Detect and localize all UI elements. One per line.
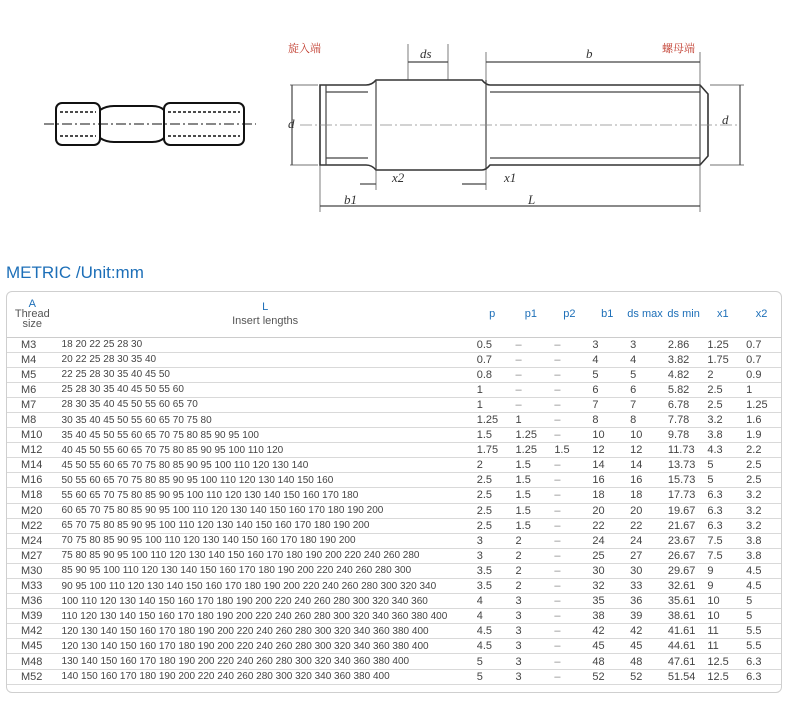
cell-x2: 3.8 (742, 533, 781, 548)
cell-b1: 10 (588, 428, 626, 443)
cell-x2: 3.2 (742, 518, 781, 533)
table-row (7, 624, 781, 639)
cell-p: 3 (473, 548, 512, 563)
cell-p2: 1.5 (550, 443, 588, 458)
cell-a: M36 (7, 594, 58, 609)
cell-a: M30 (7, 563, 58, 578)
table-row (7, 503, 781, 518)
cell-p: 2.5 (473, 473, 512, 488)
header-insert-lengths (58, 292, 473, 337)
cell-dsmax: 12 (626, 443, 664, 458)
cell-x2: 0.7 (742, 337, 781, 352)
cell-p2: – (550, 654, 588, 669)
cell-l: 90 95 100 110 120 130 140 150 160 170 180 190 200 220 240 260 280 300 320 340 (58, 579, 473, 594)
table-row (7, 352, 781, 367)
cell-x2: 4.5 (742, 579, 781, 594)
cell-p2: – (550, 473, 588, 488)
header-p: p (473, 292, 512, 337)
cell-x2: 2.2 (742, 443, 781, 458)
cell-p1: 3 (512, 624, 551, 639)
spec-table-body (7, 337, 781, 684)
cell-p: 4.5 (473, 639, 512, 654)
cell-dsmin: 35.61 (664, 594, 703, 609)
header-p1: p1 (512, 292, 551, 337)
b1-dimension-label: b1 (344, 192, 357, 207)
table-row (7, 533, 781, 548)
cell-dsmax: 24 (626, 533, 664, 548)
table-row (7, 639, 781, 654)
cell-l: 120 130 140 150 160 170 180 190 200 220 240 260 280 300 320 340 360 380 400 (58, 624, 473, 639)
cell-x1: 12.5 (703, 669, 742, 684)
cell-p1: 2 (512, 533, 551, 548)
cell-x1: 3.8 (703, 428, 742, 443)
header-ds-max: ds max (626, 292, 664, 337)
cell-p1: 1.5 (512, 503, 551, 518)
cell-p2: – (550, 367, 588, 382)
cell-dsmin: 29.67 (664, 563, 703, 578)
cell-p: 1.75 (473, 443, 512, 458)
cell-p2: – (550, 594, 588, 609)
spec-table (7, 292, 781, 685)
cell-l: 40 45 50 55 60 65 70 75 80 85 90 95 100 110 120 (58, 443, 473, 458)
header-insert-lengths-label: Insert lengths (232, 315, 299, 328)
table-row (7, 488, 781, 503)
cell-dsmin: 15.73 (664, 473, 703, 488)
cell-b1: 30 (588, 563, 626, 578)
cell-x1: 11 (703, 624, 742, 639)
cell-x2: 2.5 (742, 458, 781, 473)
cell-dsmin: 2.86 (664, 337, 703, 352)
cell-x1: 2.5 (703, 397, 742, 412)
cell-l: 140 150 160 170 180 190 200 220 240 260 280 300 320 340 360 380 400 (58, 669, 473, 684)
table-row (7, 382, 781, 397)
cell-p1: 3 (512, 594, 551, 609)
cell-p2: – (550, 352, 588, 367)
cell-p1: 3 (512, 654, 551, 669)
cell-b1: 24 (588, 533, 626, 548)
cell-l: 110 120 130 140 150 160 170 180 190 200 220 240 260 280 300 320 340 360 380 400 (58, 609, 473, 624)
cell-dsmax: 6 (626, 382, 664, 397)
cell-a: M5 (7, 367, 58, 382)
cell-p: 1.5 (473, 428, 512, 443)
cell-dsmax: 14 (626, 458, 664, 473)
cell-x1: 7.5 (703, 533, 742, 548)
cell-x1: 2.5 (703, 382, 742, 397)
table-row (7, 579, 781, 594)
insert-end-label: 旋入端 (288, 42, 321, 55)
cell-a: M18 (7, 488, 58, 503)
cell-dsmax: 22 (626, 518, 664, 533)
cell-l: 18 20 22 25 28 30 (58, 337, 473, 352)
cell-b1: 35 (588, 594, 626, 609)
cell-p: 5 (473, 654, 512, 669)
cell-l: 75 80 85 90 95 100 110 120 130 140 150 160 170 180 190 200 220 240 260 280 (58, 548, 473, 563)
cell-b1: 20 (588, 503, 626, 518)
table-header-row (7, 292, 781, 337)
table-row (7, 428, 781, 443)
cell-p: 0.7 (473, 352, 512, 367)
cell-b1: 48 (588, 654, 626, 669)
cell-p: 3.5 (473, 579, 512, 594)
cell-x2: 0.7 (742, 352, 781, 367)
cell-dsmin: 6.78 (664, 397, 703, 412)
cell-p: 4.5 (473, 624, 512, 639)
cell-p2: – (550, 337, 588, 352)
cell-p2: – (550, 639, 588, 654)
cell-dsmax: 5 (626, 367, 664, 382)
cell-x1: 12.5 (703, 654, 742, 669)
cell-p2: – (550, 518, 588, 533)
header-size-label: size (22, 318, 43, 331)
cell-b1: 25 (588, 548, 626, 563)
cell-dsmax: 16 (626, 473, 664, 488)
cell-a: M42 (7, 624, 58, 639)
cell-p1: – (512, 397, 551, 412)
cell-p: 1.25 (473, 412, 512, 427)
cell-dsmin: 21.67 (664, 518, 703, 533)
cell-b1: 18 (588, 488, 626, 503)
cell-p1: 3 (512, 609, 551, 624)
cell-p: 4 (473, 609, 512, 624)
cell-p: 5 (473, 669, 512, 684)
cell-a: M24 (7, 533, 58, 548)
cell-a: M7 (7, 397, 58, 412)
cell-l: 30 35 40 45 50 55 60 65 70 75 80 (58, 412, 473, 427)
cell-l: 22 25 28 30 35 40 45 50 (58, 367, 473, 382)
cell-p1: 2 (512, 563, 551, 578)
header-l-label: L (262, 301, 269, 314)
cell-x2: 5 (742, 594, 781, 609)
header-thread-size (7, 292, 58, 337)
cell-x1: 6.3 (703, 518, 742, 533)
cell-p: 2.5 (473, 518, 512, 533)
cell-p1: 3 (512, 669, 551, 684)
cell-p2: – (550, 428, 588, 443)
table-row (7, 609, 781, 624)
cell-x2: 4.5 (742, 563, 781, 578)
cell-a: M33 (7, 579, 58, 594)
cell-dsmax: 3 (626, 337, 664, 352)
cell-x2: 2.5 (742, 473, 781, 488)
cell-a: M27 (7, 548, 58, 563)
cell-dsmax: 30 (626, 563, 664, 578)
table-row (7, 337, 781, 352)
cell-x1: 1.75 (703, 352, 742, 367)
cell-b1: 7 (588, 397, 626, 412)
table-row (7, 397, 781, 412)
cell-dsmin: 23.67 (664, 533, 703, 548)
cell-x2: 1.25 (742, 397, 781, 412)
cell-b1: 52 (588, 669, 626, 684)
cell-p2: – (550, 458, 588, 473)
cell-a: M4 (7, 352, 58, 367)
cell-p1: – (512, 337, 551, 352)
table-row (7, 563, 781, 578)
cell-x1: 2 (703, 367, 742, 382)
cell-dsmin: 44.61 (664, 639, 703, 654)
cell-dsmax: 52 (626, 669, 664, 684)
d-dimension-label-left: d (288, 116, 295, 131)
cell-dsmax: 10 (626, 428, 664, 443)
cell-a: M20 (7, 503, 58, 518)
cell-dsmin: 47.61 (664, 654, 703, 669)
stud-technical-drawing (290, 44, 744, 212)
ds-dimension-label: ds (420, 46, 432, 61)
cell-a: M48 (7, 654, 58, 669)
cell-p: 2.5 (473, 488, 512, 503)
cell-x2: 3.2 (742, 503, 781, 518)
cell-l: 130 140 150 160 170 180 190 200 220 240 260 280 300 320 340 360 380 400 (58, 654, 473, 669)
cell-p1: 3 (512, 639, 551, 654)
cell-l: 100 110 120 130 140 150 160 170 180 190 200 220 240 260 280 300 320 340 360 (58, 594, 473, 609)
cell-l: 20 22 25 28 30 35 40 (58, 352, 473, 367)
cell-p: 1 (473, 397, 512, 412)
cell-dsmax: 39 (626, 609, 664, 624)
cell-x2: 1.6 (742, 412, 781, 427)
cell-l: 50 55 60 65 70 75 80 85 90 95 100 110 120 130 140 150 160 (58, 473, 473, 488)
cell-p: 2.5 (473, 503, 512, 518)
cell-b1: 32 (588, 579, 626, 594)
table-row (7, 458, 781, 473)
cell-b1: 12 (588, 443, 626, 458)
table-row (7, 594, 781, 609)
cell-x2: 5.5 (742, 624, 781, 639)
L-dimension-label: L (528, 192, 536, 207)
table-row (7, 548, 781, 563)
d-dimension-label-right: d (722, 112, 729, 127)
cell-b1: 16 (588, 473, 626, 488)
cell-b1: 8 (588, 412, 626, 427)
cell-dsmax: 33 (626, 579, 664, 594)
cell-p2: – (550, 624, 588, 639)
cell-p1: – (512, 382, 551, 397)
cell-p2: – (550, 397, 588, 412)
cell-x1: 10 (703, 594, 742, 609)
cell-x2: 1.9 (742, 428, 781, 443)
cell-p2: – (550, 533, 588, 548)
cell-p: 4 (473, 594, 512, 609)
cell-b1: 14 (588, 458, 626, 473)
cell-p1: 1.25 (512, 443, 551, 458)
cell-dsmin: 26.67 (664, 548, 703, 563)
spec-table-container (6, 291, 782, 693)
cell-a: M45 (7, 639, 58, 654)
cell-dsmax: 4 (626, 352, 664, 367)
cell-p2: – (550, 563, 588, 578)
cell-dsmin: 9.78 (664, 428, 703, 443)
cell-x2: 1 (742, 382, 781, 397)
cell-p2: – (550, 548, 588, 563)
cell-p: 0.5 (473, 337, 512, 352)
table-row (7, 654, 781, 669)
cell-dsmax: 27 (626, 548, 664, 563)
cell-b1: 38 (588, 609, 626, 624)
cell-a: M6 (7, 382, 58, 397)
cell-dsmax: 48 (626, 654, 664, 669)
cell-x2: 3.2 (742, 488, 781, 503)
header-b1: b1 (588, 292, 626, 337)
table-row (7, 443, 781, 458)
cell-x1: 5 (703, 473, 742, 488)
cell-p2: – (550, 503, 588, 518)
cell-x1: 4.3 (703, 443, 742, 458)
cell-b1: 4 (588, 352, 626, 367)
cell-l: 85 90 95 100 110 120 130 140 150 160 170 180 190 200 220 240 260 280 300 (58, 563, 473, 578)
header-p2: p2 (550, 292, 588, 337)
cell-p: 0.8 (473, 367, 512, 382)
cell-a: M39 (7, 609, 58, 624)
cell-x1: 7.5 (703, 548, 742, 563)
stud-bolt-drawing (0, 0, 790, 230)
cell-l: 65 70 75 80 85 90 95 100 110 120 130 140 150 160 170 180 190 200 (58, 518, 473, 533)
cell-dsmin: 7.78 (664, 412, 703, 427)
b-dimension-label: b (586, 46, 593, 61)
cell-x1: 9 (703, 563, 742, 578)
cell-dsmin: 3.82 (664, 352, 703, 367)
header-x2: x2 (742, 292, 781, 337)
cell-x1: 6.3 (703, 488, 742, 503)
section-title: METRIC /Unit:mm (6, 263, 144, 282)
stud-side-view (44, 103, 256, 145)
cell-dsmax: 36 (626, 594, 664, 609)
cell-dsmin: 5.82 (664, 382, 703, 397)
cell-x1: 10 (703, 609, 742, 624)
cell-p2: – (550, 488, 588, 503)
nut-end-label: 螺母端 (662, 42, 695, 55)
cell-x1: 11 (703, 639, 742, 654)
cell-dsmin: 17.73 (664, 488, 703, 503)
cell-x1: 6.3 (703, 503, 742, 518)
cell-a: M14 (7, 458, 58, 473)
cell-dsmax: 18 (626, 488, 664, 503)
cell-x2: 5.5 (742, 639, 781, 654)
cell-p2: – (550, 609, 588, 624)
cell-dsmin: 51.54 (664, 669, 703, 684)
cell-x1: 9 (703, 579, 742, 594)
cell-a: M52 (7, 669, 58, 684)
cell-p2: – (550, 579, 588, 594)
cell-l: 70 75 80 85 90 95 100 110 120 130 140 150 160 170 180 190 200 (58, 533, 473, 548)
header-ds-min: ds min (664, 292, 703, 337)
cell-a: M12 (7, 443, 58, 458)
cell-dsmax: 8 (626, 412, 664, 427)
cell-dsmax: 7 (626, 397, 664, 412)
cell-b1: 5 (588, 367, 626, 382)
cell-l: 55 60 65 70 75 80 85 90 95 100 110 120 130 140 150 160 170 180 (58, 488, 473, 503)
header-x1: x1 (703, 292, 742, 337)
cell-l: 25 28 30 35 40 45 50 55 60 (58, 382, 473, 397)
cell-dsmax: 45 (626, 639, 664, 654)
cell-x1: 5 (703, 458, 742, 473)
cell-l: 28 30 35 40 45 50 55 60 65 70 (58, 397, 473, 412)
cell-a: M8 (7, 412, 58, 427)
table-row (7, 473, 781, 488)
header-thread-label: Thread (14, 308, 50, 321)
cell-p1: – (512, 352, 551, 367)
cell-b1: 6 (588, 382, 626, 397)
table-row (7, 412, 781, 427)
table-row (7, 518, 781, 533)
cell-p1: 1.5 (512, 473, 551, 488)
cell-dsmin: 19.67 (664, 503, 703, 518)
cell-a: M3 (7, 337, 58, 352)
cell-p1: 1 (512, 412, 551, 427)
cell-p1: 1.5 (512, 488, 551, 503)
cell-dsmin: 13.73 (664, 458, 703, 473)
cell-b1: 42 (588, 624, 626, 639)
cell-x2: 0.9 (742, 367, 781, 382)
cell-p1: 1.25 (512, 428, 551, 443)
cell-p1: 1.5 (512, 518, 551, 533)
cell-x1: 3.2 (703, 412, 742, 427)
cell-p1: 1.5 (512, 458, 551, 473)
cell-p: 3.5 (473, 563, 512, 578)
cell-dsmin: 38.61 (664, 609, 703, 624)
cell-p: 3 (473, 533, 512, 548)
cell-l: 120 130 140 150 160 170 180 190 200 220 240 260 280 300 320 340 360 380 400 (58, 639, 473, 654)
cell-dsmax: 20 (626, 503, 664, 518)
cell-a: M22 (7, 518, 58, 533)
cell-x2: 3.8 (742, 548, 781, 563)
cell-x2: 5 (742, 609, 781, 624)
cell-x1: 1.25 (703, 337, 742, 352)
table-row (7, 367, 781, 382)
cell-p1: 2 (512, 548, 551, 563)
cell-dsmin: 41.61 (664, 624, 703, 639)
cell-a: M10 (7, 428, 58, 443)
cell-p1: – (512, 367, 551, 382)
cell-l: 35 40 45 50 55 60 65 70 75 80 85 90 95 100 (58, 428, 473, 443)
cell-p: 1 (473, 382, 512, 397)
cell-p2: – (550, 382, 588, 397)
cell-l: 60 65 70 75 80 85 90 95 100 110 120 130 140 150 160 170 180 190 200 (58, 503, 473, 518)
cell-p2: – (550, 412, 588, 427)
cell-dsmin: 32.61 (664, 579, 703, 594)
cell-p: 2 (473, 458, 512, 473)
x2-dimension-label: x2 (392, 170, 405, 185)
cell-dsmax: 42 (626, 624, 664, 639)
table-row (7, 669, 781, 684)
cell-dsmin: 4.82 (664, 367, 703, 382)
cell-x2: 6.3 (742, 654, 781, 669)
cell-b1: 22 (588, 518, 626, 533)
cell-a: M16 (7, 473, 58, 488)
x1-dimension-label: x1 (504, 170, 517, 185)
cell-x2: 6.3 (742, 669, 781, 684)
cell-dsmin: 11.73 (664, 443, 703, 458)
cell-b1: 45 (588, 639, 626, 654)
cell-p2: – (550, 669, 588, 684)
cell-l: 45 50 55 60 65 70 75 80 85 90 95 100 110 120 130 140 (58, 458, 473, 473)
cell-p1: 2 (512, 579, 551, 594)
cell-b1: 3 (588, 337, 626, 352)
header-a-label: A (28, 298, 36, 311)
